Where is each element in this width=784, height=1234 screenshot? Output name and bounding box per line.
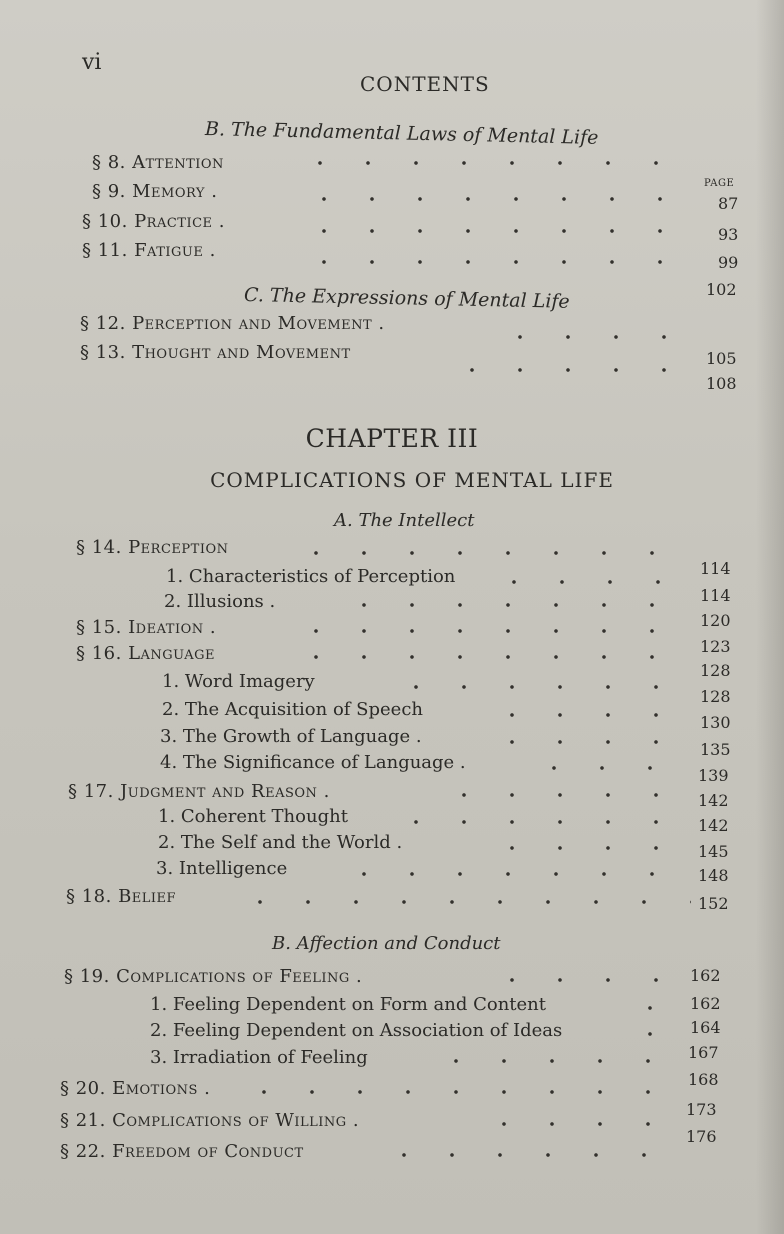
toc-entry-label: 3. Irradiation of Feeling [150,1047,368,1068]
toc-entry-label: 1. Feeling Dependent on Form and Content [150,994,546,1015]
toc-entry [0,342,784,393]
toc-entry-page: 162 [690,966,721,985]
dot-leader [432,1059,682,1063]
dot-leader [380,1153,680,1157]
toc-entry-page: 145 [698,842,729,861]
toc-entry-label: 1. Coherent Thought [158,806,348,827]
toc-entry-page: 135 [700,740,731,759]
dot-leader [300,229,690,233]
toc-entry-label: 2. Illusions . [164,591,276,612]
dot-leader [392,685,692,689]
toc-entry-label: § 21. Complications of Willing . [60,1110,360,1131]
toc-entry-page: 99 [718,253,739,272]
toc-entry [0,781,784,810]
toc-entry [0,1100,784,1136]
subhead-affection-conduct: B. Affection and Conduct [272,933,501,954]
toc-entry-label: 4. The Significance of Language . [160,752,466,773]
dot-leader [448,368,693,372]
dot-leader [488,978,688,982]
dot-leader [626,1006,686,1010]
dot-leader [392,820,692,824]
dot-leader [488,846,688,850]
toc-entry [0,832,784,861]
toc-entry-page: 128 [700,661,731,680]
toc-entry-label: § 16. Language [76,643,215,664]
toc-entry [0,726,784,759]
chapter-title: CHAPTER III [305,424,479,453]
toc-entry [0,643,784,680]
toc-entry-page: 168 [688,1070,719,1089]
toc-entry-page: 142 [698,816,729,835]
toc-entry [0,699,784,732]
dot-leader [240,1090,680,1094]
dot-leader [488,740,688,744]
toc-entry-page: 176 [686,1127,717,1146]
dot-leader [480,1122,680,1126]
toc-entry-page: 128 [700,687,731,706]
toc-entry-label: 3. Intelligence [156,858,288,879]
toc-entry [0,671,784,706]
toc-entry-page: 130 [700,713,731,732]
dot-leader [488,713,688,717]
toc-entry-page: 152 [698,894,729,913]
toc-entry-page: 114 [700,559,731,578]
toc-entry-label: § 20. Emotions . [60,1078,211,1099]
toc-entry-label: 1. Word Imagery [162,671,315,692]
toc-entry-page: 123 [700,637,731,656]
toc-entry [0,806,784,835]
subhead-expressions: C. The Expressions of Mental Life [243,284,570,313]
toc-entry-page: 93 [718,225,739,244]
toc-entry [0,1070,784,1104]
dot-leader [292,655,692,659]
dot-leader [440,793,690,797]
toc-entry-label: § 17. Judgment and Reason . [68,781,330,802]
toc-entry [0,1020,784,1046]
dot-leader [626,1032,686,1036]
toc-entry-label: § 10. Practice . [82,211,225,232]
toc-entry [0,886,784,912]
toc-entry-label: § 11. Fatigue . [82,240,216,261]
toc-entry-label: § 15. Ideation . [76,617,217,638]
toc-entry-page: 167 [688,1043,719,1062]
dot-leader [530,766,690,770]
toc-entry-page: 87 [718,194,739,213]
toc-entry-label: 2. Feeling Dependent on Association of Ideas [150,1020,563,1041]
dot-leader [296,161,696,165]
toc-entry-label: 1. Characteristics of Perception [166,566,456,587]
chapter-subtitle: COMPLICATIONS OF MENTAL LIFE [210,468,614,492]
toc-entry-page: 142 [698,791,729,810]
subhead-intellect: A. The Intellect [334,510,475,531]
dot-leader [490,580,690,584]
subhead-fundamental-laws: B. The Fundamental Laws of Mental Life [204,118,599,149]
toc-entry [0,966,784,992]
dot-leader [236,900,691,904]
toc-entry-page: 173 [686,1100,717,1119]
toc-entry-label: § 19. Complications of Feeling . [64,966,363,987]
toc-entry-page: 105 [706,349,737,368]
toc-entry-page: 108 [706,374,737,393]
toc-entry-label: § 22. Freedom of Conduct [60,1141,304,1162]
toc-entry [0,752,784,785]
page-folio: vi [82,50,102,75]
toc-entry-page: 148 [698,866,729,885]
toc-entry-label: § 13. Thought and Movement [80,342,351,363]
toc-entry-page: 162 [690,994,721,1013]
toc-entry-label: 2. The Acquisition of Speech [162,699,424,720]
toc-entry-page: 164 [690,1018,721,1037]
dot-leader [300,260,690,264]
toc-entry [0,858,784,884]
toc-entry-label: § 14. Perception [76,537,229,558]
toc-entry-label: § 8. Attention [92,152,224,173]
toc-entry [0,1043,784,1073]
toc-entry-label: 2. The Self and the World . [158,832,403,853]
dot-leader [496,335,691,339]
dot-leader [300,197,690,201]
toc-entry [0,1127,784,1167]
toc-entry-label: § 12. Perception and Movement . [80,313,385,334]
running-head: CONTENTS [360,72,490,96]
toc-entry-page: 114 [700,586,731,605]
toc-entry-page: 120 [700,611,731,630]
dot-leader [292,551,692,555]
toc-entry-label: § 18. Belief [66,886,177,907]
dot-leader [292,629,692,633]
dot-leader [340,872,690,876]
toc-entry-page: 139 [698,766,729,785]
page-column-label: PAGE [704,178,735,189]
dot-leader [340,603,690,607]
toc-entry-label: 3. The Growth of Language . [160,726,422,747]
toc-entry-label: § 9. Memory . [92,181,218,202]
toc-entry-page: 102 [706,280,737,299]
toc-entry [0,994,784,1020]
